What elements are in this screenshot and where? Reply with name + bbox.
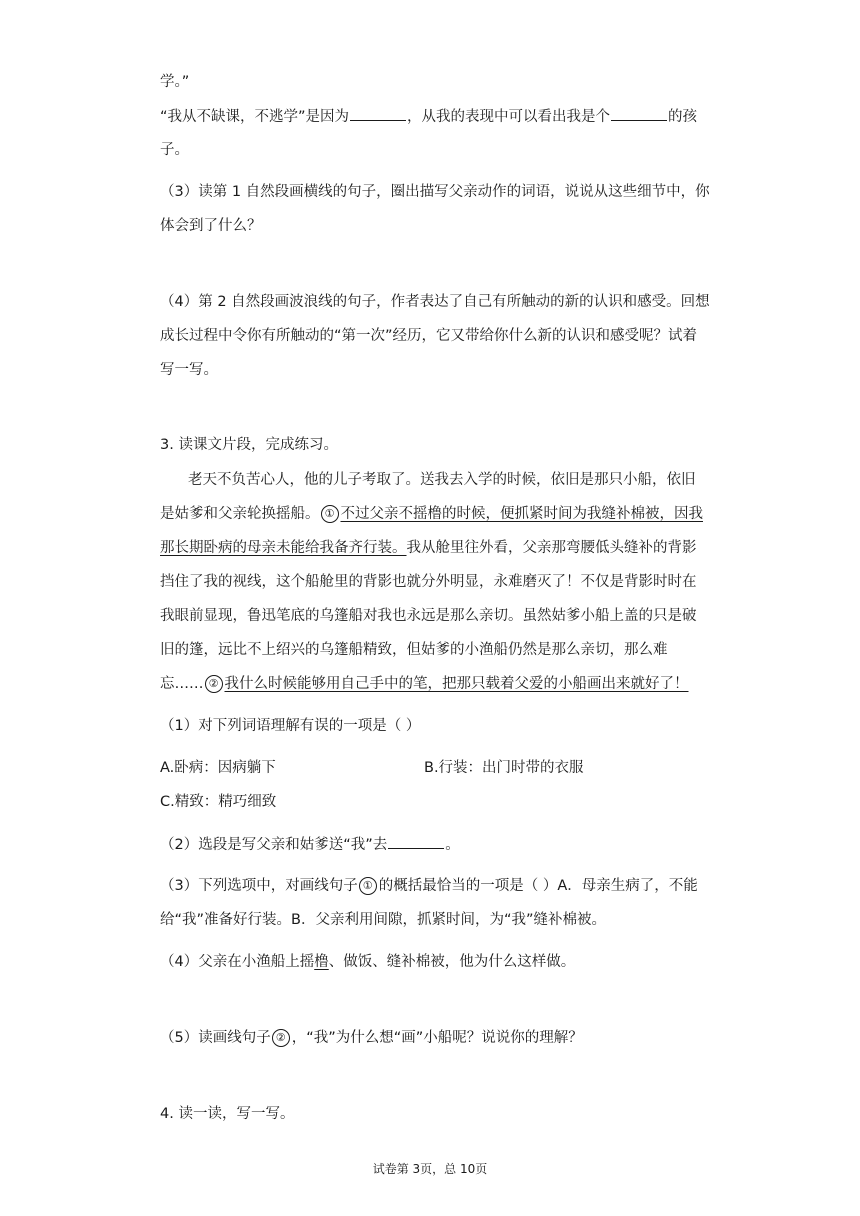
circled-number-1-ref: ① bbox=[359, 877, 377, 895]
circled-number-2-ref: ② bbox=[272, 1029, 290, 1047]
underlined-sentence-1: 不过父亲不摇橹的时候，便抓紧时间为我缝补棉被，因我 bbox=[340, 506, 703, 522]
q2-sub3-line2: 体会到了什么？ bbox=[160, 218, 262, 234]
circled-number-1: ① bbox=[321, 505, 339, 523]
q2-tail-line2: “我从不缺课，不逃学”是因为 ，从我的表现中可以看出我是个 的孩 bbox=[160, 106, 697, 127]
option-b[interactable]: B.行装：出门时带的衣服 bbox=[424, 760, 584, 776]
passage-line1: 老天不负苦心人，他的儿子考取了。送我去入学的时候，依旧是那只小船，依旧 bbox=[188, 472, 696, 488]
passage-line7: 忘…… ② 我什么时候能够用自己手中的笔，把那只载着父爱的小船画出来就好了！ bbox=[160, 676, 689, 692]
q2-sub4-line2: 成长过程中令你有所触动的“第一次”经历，它又带给你什么新的认识和感受呢？试着 bbox=[160, 328, 698, 344]
circled-number-2: ② bbox=[205, 675, 223, 693]
q3-option-c-row bbox=[160, 792, 276, 812]
q3-sub3-line1: （3）下列选项中，对画线句子 ① 的概括最恰当的一项是（ ）A．母亲生病了，不能 bbox=[160, 878, 698, 894]
option-c[interactable]: C.精致：精巧细致 bbox=[160, 794, 277, 810]
page-footer: 试卷第 3页，总 10页 bbox=[372, 1162, 488, 1176]
q2-tail-line3: 子。 bbox=[160, 142, 189, 158]
passage-line4: 挡住了我的视线，这个船舱里的背影也就分外明显，永难磨灭了！不仅是背影时时在 bbox=[160, 574, 697, 590]
q2-sub4-line1: （4）第 2 自然段画波浪线的句子，作者表达了自己有所触动的新的认识和感受。回想 bbox=[160, 294, 710, 310]
q3-sub4: （4）父亲在小渔船上摇橹、做饭、缝补棉被，他为什么这样做。 bbox=[160, 954, 576, 970]
answer-blank-destination[interactable] bbox=[388, 834, 444, 849]
q3-option-b-row bbox=[424, 758, 584, 778]
underlined-sentence-2: 我什么时候能够用自己手中的笔，把那只载着父爱的小船画出来就好了！ bbox=[224, 676, 689, 692]
q3-options-row bbox=[160, 758, 276, 778]
q3-sub5: （5）读画线句子 ② ，“我”为什么想“画”小船呢？说说你的理解？ bbox=[160, 1030, 583, 1046]
q3-sub2: （2）选段是写父亲和姑爹送“我”去 。 bbox=[160, 834, 460, 855]
q2-tail-line1: 学。” bbox=[160, 74, 190, 90]
option-a[interactable]: A.卧病：因病躺下 bbox=[160, 760, 276, 776]
underlined-sentence-1-cont: 那长期卧病的母亲未能给我备齐行装。 bbox=[160, 540, 407, 556]
q4-title: 4. 读一读，写一写。 bbox=[160, 1106, 295, 1122]
passage-line6: 旧的篷，远比不上绍兴的乌篷船精致，但姑爹的小渔船仍然是那么亲切，那么难 bbox=[160, 642, 668, 658]
q2-sub4-line3: 写一写。 bbox=[160, 362, 218, 378]
q3-title: 3. 读课文片段，完成练习。 bbox=[160, 437, 338, 453]
passage-line3: 那长期卧病的母亲未能给我备齐行装。我从舱里往外看，父亲那弯腰低头缝补的背影 bbox=[160, 540, 697, 556]
answer-blank-reason[interactable] bbox=[350, 106, 406, 121]
q2-sub3-line1: （3）读第 1 自然段画横线的句子，圈出描写父亲动作的词语，说说从这些细节中，你 bbox=[160, 184, 710, 200]
q3-sub1: （1）对下列词语理解有误的一项是（ ） bbox=[160, 718, 421, 734]
passage-line5: 我眼前显现，鲁迅笔底的乌篷船对我也永远是那么亲切。虽然姑爹小船上盖的只是破 bbox=[160, 608, 697, 624]
q3-sub3-line2: 给“我”准备好行装。B．父亲利用间隙，抓紧时间，为“我”缝补棉被。 bbox=[160, 912, 606, 928]
answer-blank-child[interactable] bbox=[611, 106, 667, 121]
passage-line2: 是姑爹和父亲轮换摇船。 ① 不过父亲不摇橹的时候，便抓紧时间为我缝补棉被，因我 bbox=[160, 506, 703, 522]
